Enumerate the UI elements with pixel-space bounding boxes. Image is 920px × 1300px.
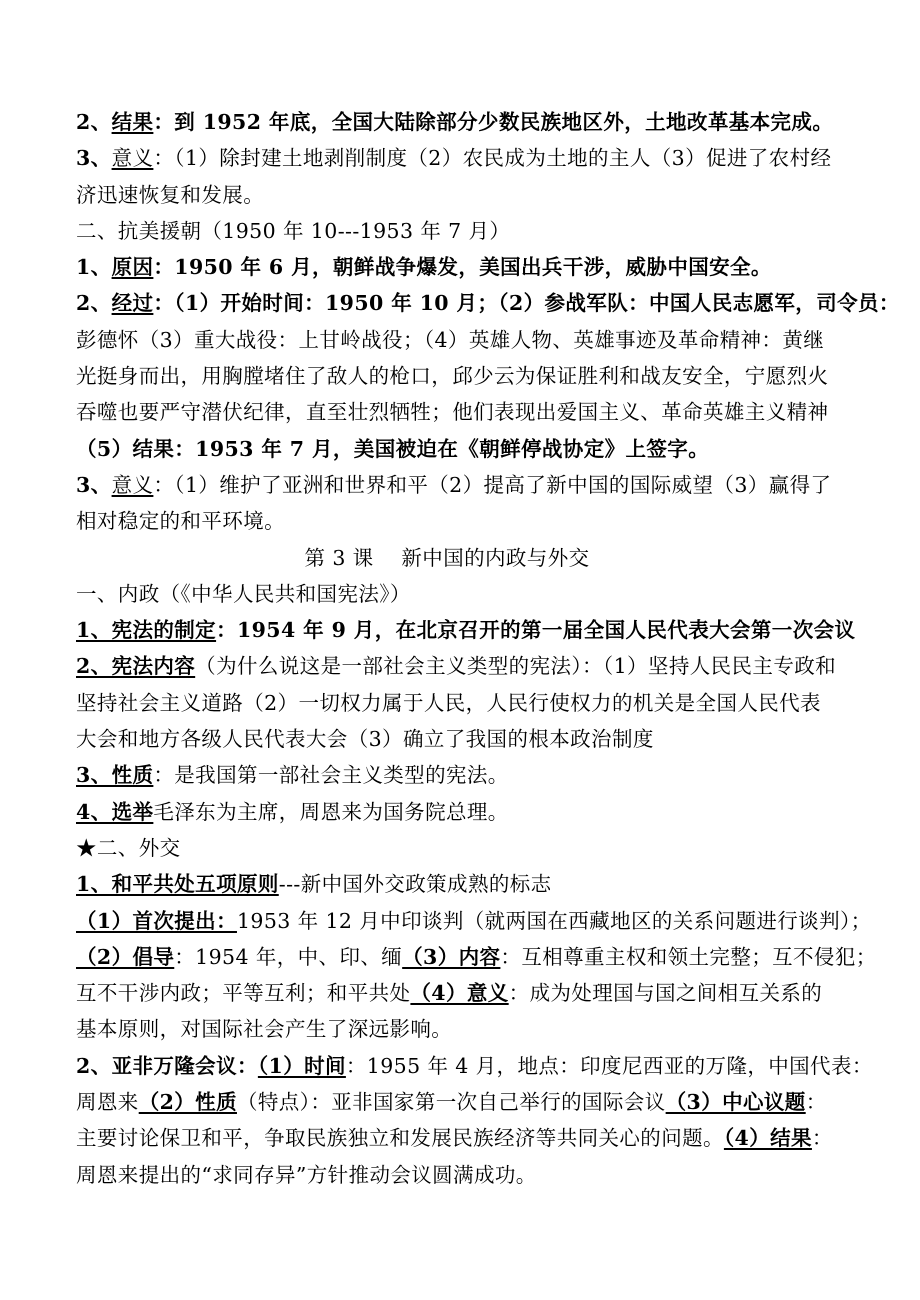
heading: 1、宪法的制定 — [76, 618, 217, 643]
line-bandung — [76, 1048, 873, 1084]
heading-process: 经过 — [111, 291, 154, 316]
text: 周恩来 — [76, 1090, 139, 1115]
text: 二、抗美援朝（1950 年 10---1953 年 7 月） — [76, 218, 511, 243]
line-bandung-nature — [76, 1084, 846, 1120]
heading: （1）时间 — [257, 1053, 346, 1078]
heading: （3）内容 — [402, 944, 501, 969]
line-significance — [76, 975, 846, 1011]
text: 基本原则，对国际社会产生了深远影响。 — [76, 1017, 453, 1042]
line-text — [76, 177, 846, 213]
heading: 1、和平共处五项原则 — [76, 872, 279, 897]
text: ：（1）开始时间：1950 年 10 月；（2）参战军队：中国人民志愿军，司令员： — [153, 291, 900, 316]
heading: 2、宪法内容 — [76, 654, 196, 679]
item-number: 2、 — [76, 291, 112, 316]
text: 相对稳定的和平环境。 — [76, 509, 285, 534]
text: 吞噬也要严守潜伏纪律，直至壮烈牺牲；他们表现出爱国主义、革命英雄主义精神 — [76, 400, 829, 425]
text: ：互相尊重主权和领土完整；互不侵犯； — [500, 944, 877, 969]
heading: （4）结果 — [723, 1126, 812, 1151]
line-nature — [76, 757, 846, 793]
line-text — [76, 721, 846, 757]
text: ：（1）除封建土地剥削制度（2）农民成为土地的主人（3）促进了农村经 — [153, 146, 832, 171]
section-heading-domestic — [76, 576, 846, 612]
text: 光挺身而出，用胸膛堵住了敌人的枪口，邱少云为保证胜利和战友安全，宁愿烈火 — [76, 364, 829, 389]
line-constitution-making — [76, 612, 856, 648]
text: ：（1）维护了亚洲和世界和平（2）提高了新中国的国际威望（3）赢得了 — [153, 472, 832, 497]
text: 大会和地方各级人民代表大会（3）确立了我国的根本政治制度 — [76, 727, 654, 752]
text: （为什么说这是一部社会主义类型的宪法）：（1）坚持人民民主专政和 — [195, 654, 837, 679]
text: 毛泽东为主席，周恩来为国务院总理。 — [153, 799, 509, 824]
line-cause — [76, 249, 846, 285]
item-number: 2、 — [76, 110, 112, 134]
text: ： — [805, 1090, 827, 1115]
line-text — [76, 431, 846, 467]
heading: （2）性质 — [138, 1090, 237, 1115]
item-number: 1、 — [76, 255, 112, 280]
line-text — [76, 685, 846, 721]
section-heading-diplomacy — [76, 830, 846, 866]
lesson-title — [76, 540, 846, 576]
line-text — [76, 503, 846, 539]
heading: 3、性质 — [76, 763, 154, 788]
text: 第 3 课 新中国的内政与外交 — [304, 545, 590, 570]
item-number: 3、 — [76, 472, 112, 497]
text: ：到 1952 年底，全国大陆除部分少数民族地区外，土地改革基本完成。 — [153, 110, 834, 134]
text: 一、内政（《中华人民共和国宪法》） — [76, 581, 411, 606]
line-constitution-content — [76, 648, 846, 684]
heading-meaning: 意义 — [111, 472, 154, 497]
text: ：1955 年 4 月，地点：印度尼西亚的万隆，中国代表： — [345, 1053, 873, 1078]
line-bandung-topic — [76, 1120, 846, 1156]
heading: （3）中心议题 — [665, 1090, 806, 1115]
line-text — [76, 322, 846, 358]
text: 彭德怀（3）重大战役：上甘岭战役；（4）英雄人物、英雄事迹及革命精神：黄继 — [76, 327, 825, 352]
text: （特点）：亚非国家第一次自己举行的国际会议 — [236, 1090, 666, 1115]
text: 周恩来提出的“求同存异”方针推动会议圆满成功。 — [76, 1162, 537, 1187]
text: ：1954 年，中、印、缅 — [174, 944, 403, 969]
document-body — [76, 104, 900, 1193]
line-election — [76, 794, 846, 830]
line-process — [76, 285, 900, 321]
text: ★二、外交 — [76, 835, 181, 860]
heading-result: 结果 — [111, 110, 154, 134]
text: 互不干涉内政；平等互利；和平共处 — [76, 981, 411, 1006]
text: ---新中国外交政策成熟的标志 — [278, 872, 552, 897]
text: ： — [811, 1126, 833, 1151]
text: 主要讨论保卫和平，争取民族独立和发展民族经济等共同关心的问题。 — [76, 1126, 724, 1151]
item-number: 3、 — [76, 146, 112, 171]
line-text — [76, 394, 846, 430]
heading: （1）首次提出： — [76, 908, 237, 933]
text: ：成为处理国与国之间相互关系的 — [508, 981, 823, 1006]
line-text — [76, 358, 846, 394]
line-five-principles — [76, 866, 846, 902]
heading: （2）倡导 — [76, 944, 175, 969]
text: 济迅速恢复和发展。 — [76, 182, 265, 207]
line-meaning-2 — [76, 467, 846, 503]
text: ：1954 年 9 月，在北京召开的第一届全国人民代表大会第一次会议 — [216, 618, 856, 643]
text: ：是我国第一部社会主义类型的宪法。 — [153, 763, 509, 788]
line-text — [76, 1011, 846, 1047]
line-text — [76, 1157, 846, 1193]
text: 1953 年 12 月中印谈判（就两国在西藏地区的关系问题进行谈判）； — [236, 908, 872, 933]
heading-meaning: 意义 — [111, 146, 154, 171]
section-heading-korea — [76, 213, 846, 249]
text: ：1950 年 6 月，朝鲜战争爆发，美国出兵干涉，威胁中国安全。 — [153, 255, 772, 280]
text: 坚持社会主义道路（2）一切权力属于人民，人民行使权力的机关是全国人民代表 — [76, 690, 821, 715]
text: （5）结果：1953 年 7 月，美国被迫在《朝鲜停战协定》上签字。 — [76, 436, 710, 461]
line-result-1 — [76, 104, 846, 140]
line-meaning-1 — [76, 140, 846, 176]
heading-cause: 原因 — [111, 255, 154, 280]
line-first-proposed — [76, 903, 872, 939]
line-advocacy — [76, 939, 877, 975]
heading: 4、选举 — [76, 799, 154, 824]
heading: （4）意义 — [410, 981, 509, 1006]
heading: 2、亚非万隆会议： — [76, 1053, 258, 1078]
